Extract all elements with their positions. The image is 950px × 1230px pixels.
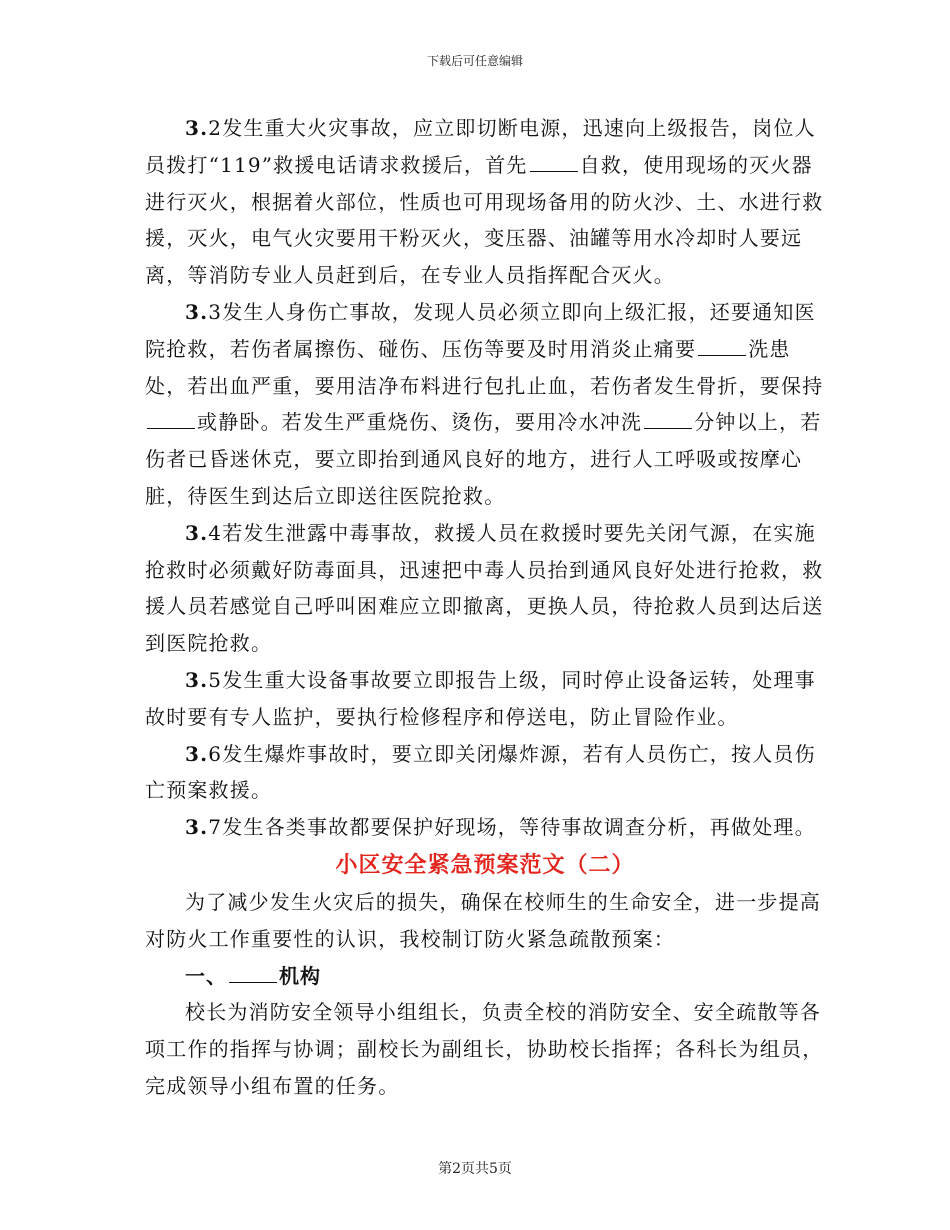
fill-blank <box>698 339 746 356</box>
section-number: 3. <box>185 299 209 324</box>
paragraph-text: 分钟以上，若伤者已昏迷休克，要立即抬到通风良好的地方，进行人工呼吸或按摩心脏，待医生到达后立即送往医院抢救。 <box>145 410 822 508</box>
section-number: 3. <box>185 815 209 840</box>
organization-paragraph: 校长为消防安全领导小组组长，负责全校的消防安全、安全疏散等各项工作的指挥与协调；副校长为副组长，协助校长指挥；各科长为组员，完成领导小组布置的任务。 <box>145 1000 824 1098</box>
subheading-organization <box>145 958 825 995</box>
paragraph-text: 6发生爆炸事故时，要立即关闭爆炸源，若有人员伤亡，按人员伤亡预案救援。 <box>145 741 816 803</box>
subheading-suffix: 机构 <box>279 963 321 988</box>
fill-blank <box>530 155 578 172</box>
fill-blank <box>644 412 692 429</box>
section-title: 小区安全紧急预案范文（二） <box>335 851 635 878</box>
paragraph-text: 自救，使用现场的灭火器进行灭火，根据着火部位，性质也可用现场备用的防火沙、土、水进行救援，灭火，电气火灾要用干粉灭火，变压器、油罐等用水冷却时人要远离，等消防专业人员赶到后，在专业人员指挥配合灭火。 <box>145 152 824 288</box>
paragraph-text: 或静卧。若发生严重烧伤、烫伤，要用冷水冲洗 <box>197 410 643 435</box>
paragraph-3-4 <box>145 515 825 662</box>
fill-blank <box>229 966 277 983</box>
document-body <box>145 110 825 1105</box>
section-number: 3. <box>185 741 209 766</box>
paragraph-text: 洗患处，若出血严重，要用洁净布料进行包扎止血，若伤者发生骨折，要保持 <box>145 336 824 398</box>
paragraph-3-2 <box>145 110 825 294</box>
section-number: 3. <box>185 667 209 692</box>
paragraph-text: 4若发生泄露中毒事故，救援人员在救援时要先关闭气源，在实施抢救时必须戴好防毒面具，迅速把中毒人员抬到通风良好处进行抢救，救援人员若感觉自己呼叫困难应立即撤离，更换人员，待抢救人员到达后送到医院抢救。 <box>145 520 824 656</box>
paragraph-3-6 <box>145 736 825 810</box>
section-number: 3. <box>185 520 209 545</box>
paragraph-3-3 <box>145 294 825 515</box>
fill-blank <box>147 412 195 429</box>
paragraph-3-7 <box>145 809 825 846</box>
section-number: 3. <box>185 116 209 140</box>
intro-paragraph: 为了减少发生火灾后的损失，确保在校师生的生命安全，进一步提高对防火工作重要性的认识，我校制订防火紧急疏散预案： <box>145 889 821 951</box>
paragraph-text: 7发生各类事故都要保护好现场，等待事故调查分析，再做处理。 <box>208 815 816 840</box>
page-header: 下载后可任意编辑 <box>426 54 523 68</box>
page-footer: 第2页共5页 <box>438 1161 512 1177</box>
paragraph-3-5 <box>145 662 825 736</box>
subheading-prefix: 一、 <box>185 963 227 988</box>
paragraph-text: 5发生重大设备事故要立即报告上级，同时停止设备运转，处理事故时要有专人监护，要执行检修程序和停送电，防止冒险作业。 <box>145 667 816 729</box>
paragraph-text: 3发生人身伤亡事故，发现人员必须立即向上级汇报，还要通知医院抢救，若伤者属擦伤、碰伤、压伤等要及时用消炎止痛要 <box>145 299 816 361</box>
paragraph-text: 2发生重大火灾事故，应立即切断电源，迅速向上级报告，岗位人员拨打“119”救援电话请求救援后，首先 <box>145 116 816 177</box>
